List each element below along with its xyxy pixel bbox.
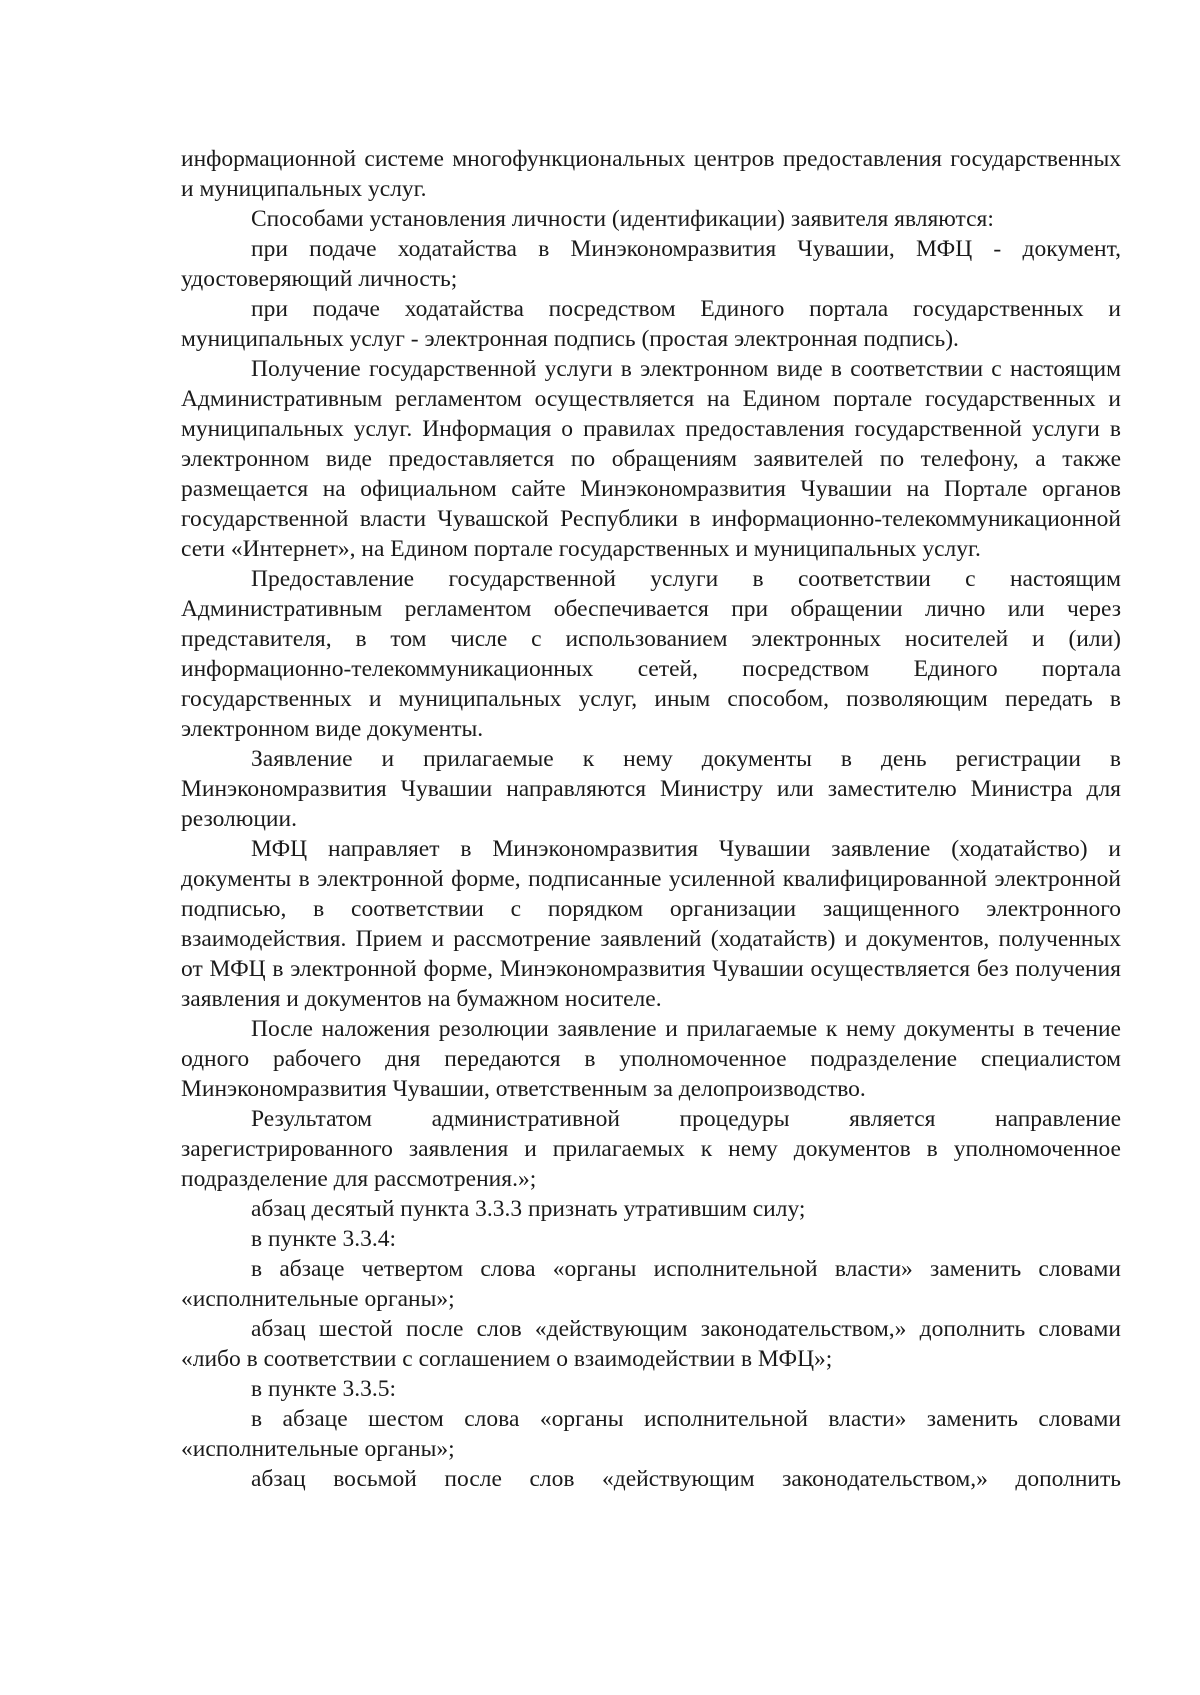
- paragraph-procedure-result: Результатом административной процедуры является направление зарегистрированного заявления и прилагаемых к нему документов в уполномоченное подразделение для рассмотрения.»;: [181, 1106, 1121, 1192]
- paragraph-amendment-eighth: абзац восьмой после слов «действующим законодательством,» дополнить: [251, 1466, 1121, 1492]
- paragraph-amendment-3-3-3: абзац десятый пункта 3.3.3 признать утратившим силу;: [251, 1196, 806, 1222]
- paragraph-continuation: информационной системе многофункциональных центров предоставления государственных и муниципальных услуг.: [181, 146, 1121, 202]
- paragraph-application-resolution: Заявление и прилагаемые к нему документы в день регистрации в Минэкономразвития Чувашии направляются Министру или заместителю Министра для резолюции.: [181, 746, 1121, 832]
- paragraph-after-resolution: После наложения резолюции заявление и прилагаемые к нему документы в течение одного рабочего дня передаются в уполномоченное подразделение специалистом Минэкономразвития Чувашии, ответственным за делопроизводство.: [181, 1016, 1121, 1102]
- document-body: [181, 144, 1121, 1494]
- paragraph-amendment-sixth-3-3-5: в абзаце шестом слова «органы исполнительной власти» заменить словами «исполнительные органы»;: [181, 1406, 1121, 1462]
- paragraph-electronic-service: Получение государственной услуги в электронном виде в соответствии с настоящим Административным регламентом осуществляется на Едином портале государственных и муниципальных услуг. Информация о правилах предоставления государственной услуги в электронном виде предоставляется по обращениям заявителей по телефону, а также размещается на официальном сайте Минэкономразвития Чувашии на Портале органов государственной власти Чувашской Республики в информационно-телекоммуникационной сети «Интернет», на Едином портале государственных и муниципальных услуг.: [181, 356, 1121, 562]
- paragraph-amendment-sixth: абзац шестой после слов «действующим законодательством,» дополнить словами «либо в соответствии с соглашением о взаимодействии в МФЦ»;: [181, 1316, 1121, 1372]
- paragraph-clause-3-3-5: в пункте 3.3.5:: [251, 1376, 397, 1402]
- paragraph-clause-3-3-4: в пункте 3.3.4:: [251, 1226, 397, 1252]
- paragraph-service-provision: Предоставление государственной услуги в соответствии с настоящим Административным регламентом обеспечивается при обращении лично или через представителя, в том числе с использованием электронных носителей и (или) информационно-телекоммуникационных сетей, посредством Единого портала государственных и муниципальных услуг, иным способом, позволяющим передать в электронном виде документы.: [181, 566, 1121, 742]
- paragraph-mfc-electronic: МФЦ направляет в Минэкономразвития Чувашии заявление (ходатайство) и документы в электронной форме, подписанные усиленной квалифицированной электронной подписью, в соответствии с порядком организации защищенного электронного взаимодействия. Прием и рассмотрение заявлений (ходатайств) и документов, полученных от МФЦ в электронной форме, Минэкономразвития Чувашии осуществляется без получения заявления и документов на бумажном носителе.: [181, 836, 1121, 1012]
- paragraph-amendment-fourth: в абзаце четвертом слова «органы исполнительной власти» заменить словами «исполнительные органы»;: [181, 1256, 1121, 1312]
- paragraph-identification-methods: Способами установления личности (идентификации) заявителя являются:: [251, 206, 994, 232]
- paragraph-identification-portal: при подаче ходатайства посредством Единого портала государственных и муниципальных услуг - электронная подпись (простая электронная подпись).: [181, 296, 1121, 352]
- paragraph-identification-office: при подаче ходатайства в Минэкономразвития Чувашии, МФЦ - документ, удостоверяющий личность;: [181, 236, 1121, 292]
